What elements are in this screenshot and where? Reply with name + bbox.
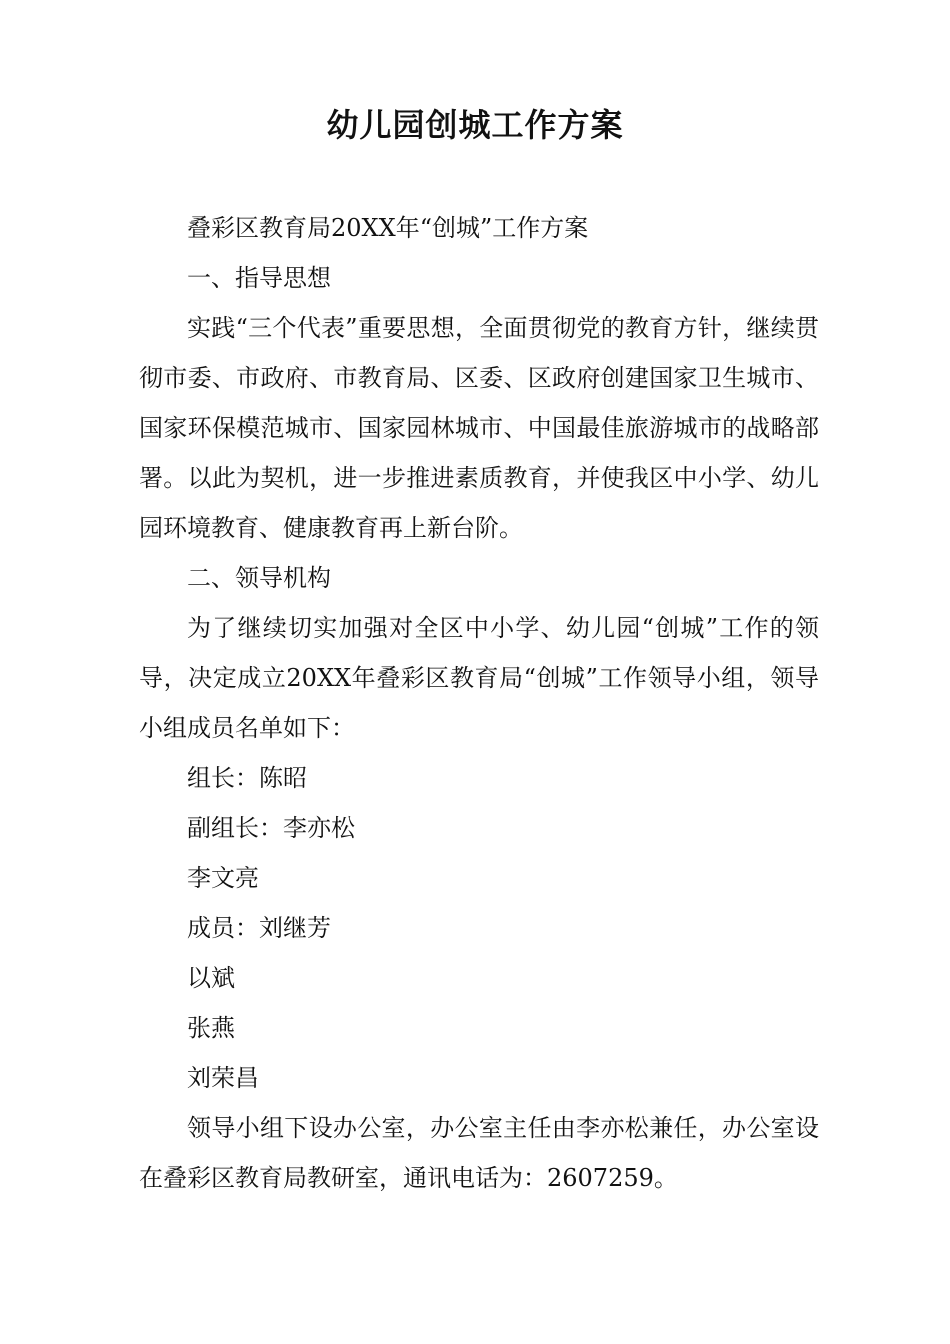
member-item: 张燕 <box>187 1014 235 1042</box>
member-item: 以斌 <box>187 964 235 992</box>
paragraph-office: 领导小组下设办公室，办公室主任由李亦松兼任，办公室设在叠彩区教育局教研室，通讯电话为：2607259。 <box>139 1114 819 1192</box>
paragraph-guiding-ideology: 实践“三个代表”重要思想，全面贯彻党的教育方针，继续贯彻市委、市政府、市教育局、区委、区政府创建国家卫生城市、国家环保模范城市、国家园林城市、中国最佳旅游城市的战略部署。以此为契机，进一步推进素质教育，并使我区中小学、幼儿园环境教育、健康教育再上新台阶。 <box>139 314 819 542</box>
section-heading-guiding-ideology: 一、指导思想 <box>187 264 331 292</box>
member-members: 成员：刘继芳 <box>187 914 331 942</box>
section-heading-leadership: 二、领导机构 <box>187 564 331 592</box>
subtitle-line: 叠彩区教育局20XX年“创城”工作方案 <box>187 214 589 242</box>
document-title: 幼儿园创城工作方案 <box>326 106 624 144</box>
member-leader: 组长：陈昭 <box>187 764 307 792</box>
member-deputy-leader-2: 李文亮 <box>187 864 259 892</box>
member-item: 刘荣昌 <box>187 1064 259 1092</box>
document-body <box>139 203 819 1203</box>
member-deputy-leader: 副组长：李亦松 <box>187 814 355 842</box>
paragraph-leadership-intro: 为了继续切实加强对全区中小学、幼儿园“创城”工作的领导，决定成立20XX年叠彩区教育局“创城”工作领导小组，领导小组成员名单如下： <box>139 614 819 742</box>
